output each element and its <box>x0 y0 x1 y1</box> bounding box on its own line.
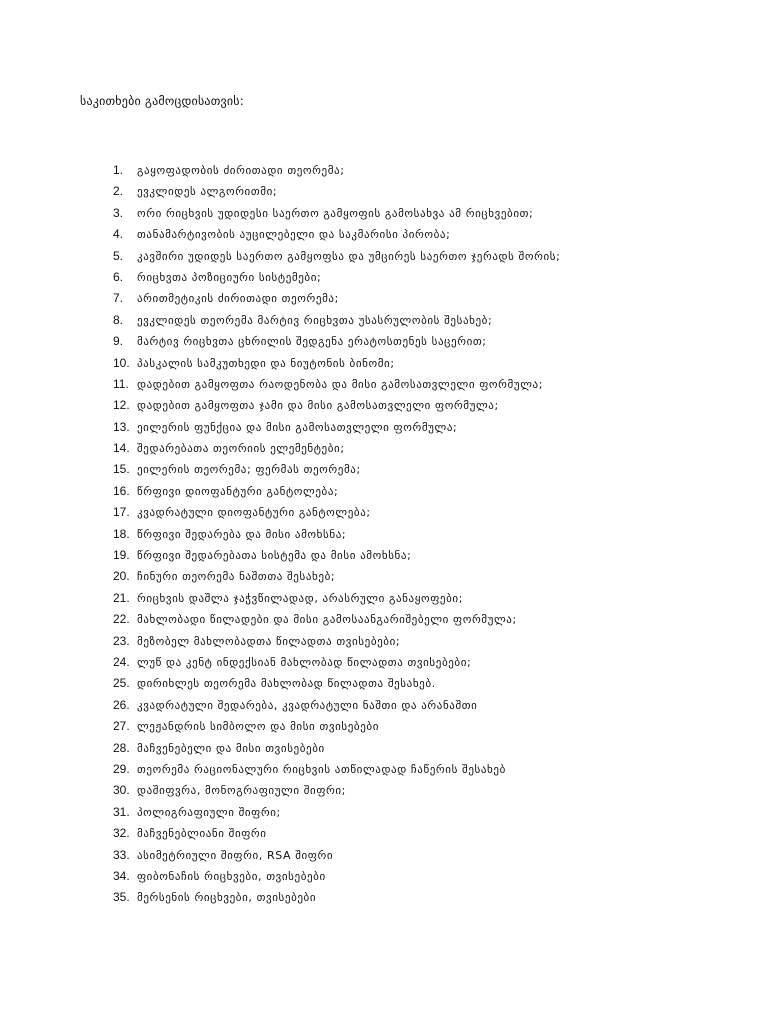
question-number: 12. <box>113 398 130 413</box>
question-text: დაშიფვრა, მონოგრაფიული შიფრი; <box>137 784 346 798</box>
question-text: რიცხვის დაშლა ჯაჭვწილადად, არასრული განაყოფები; <box>137 591 463 605</box>
question-number: 4. <box>113 227 124 242</box>
question-text: შედარებათა თეორიის ელემენტები; <box>137 442 345 456</box>
question-text: პასკალის სამკუთხედი და ნიუტონის ბინომი; <box>137 356 395 370</box>
question-text: ჩინური თეორემა ნაშთთა შესახებ; <box>137 570 336 584</box>
question-number: 9. <box>113 334 124 349</box>
question-text: მეზობელ მახლობადთა წილადთა თვისებები; <box>137 634 401 648</box>
question-number: 2. <box>113 184 124 199</box>
question-text: წრფივი შედარება და მისი ამოხსნა; <box>137 527 347 541</box>
question-text: ეილერის ფუნქცია და მისი გამოსათვლელი ფორმულა; <box>137 420 458 434</box>
question-number: 3. <box>113 205 124 220</box>
question-text: ფიბონაჩის რიცხვები, თვისებები <box>137 869 326 883</box>
question-number: 35. <box>113 890 130 905</box>
question-text: წრფივი შედარებათა სისტემა და მისი ამოხსნა; <box>137 549 412 563</box>
question-number: 15. <box>113 462 130 477</box>
question-number: 14. <box>113 441 130 456</box>
question-number: 11. <box>113 376 129 391</box>
question-number: 33. <box>113 847 130 862</box>
question-number: 1. <box>113 163 124 177</box>
question-number: 6. <box>113 269 124 284</box>
question-text: გაყოფადობის ძირითადი თეორემა; <box>137 164 345 177</box>
question-text: ლეჟანდრის სიმბოლო და მისი თვისებები <box>137 720 379 734</box>
question-text: რიცხვთა პოზიციური სისტემები; <box>137 270 322 284</box>
question-text: დადებით გამყოფთა ჯამი და მისი გამოსათვლელი ფორმულა; <box>137 399 499 413</box>
question-text: მახლობადი წილადები და მისი გამოსაანგარიშებელი ფორმულა; <box>137 613 517 627</box>
question-text: ევკლიდეს თეორემა მარტივ რიცხვთა უსასრულობის შესახებ; <box>137 313 493 327</box>
question-number: 26. <box>113 697 130 712</box>
question-number: 34. <box>113 868 130 883</box>
question-number: 22. <box>113 612 130 627</box>
question-number: 19. <box>113 548 130 563</box>
question-text: დირიხლეს თეორემა მახლობად წილადთა შესახებ. <box>137 677 436 691</box>
question-number: 10. <box>113 355 130 370</box>
question-text: დადებით გამყოფთა რაოდენობა და მისი გამოსათვლელი ფორმულა; <box>137 377 544 391</box>
question-number: 21. <box>113 590 130 605</box>
question-text: პოლიგრაფიული შიფრი; <box>137 805 281 819</box>
question-number: 30. <box>113 783 130 798</box>
question-number: 7. <box>113 291 124 306</box>
question-text: კავშირი უდიდეს საერთო გამყოფსა და უმცირეს საერთო ჯერადს შორის; <box>137 249 561 263</box>
question-number: 25. <box>113 676 130 691</box>
question-number: 13. <box>113 419 130 434</box>
question-number: 32. <box>113 826 130 841</box>
question-number: 29. <box>113 761 130 776</box>
question-text: კვადრატული შედარება, კვადრატული ნაშთი და არანაშთი <box>137 698 478 712</box>
question-text: თეორემა რაციონალური რიცხვის ათწილადად ჩაწერის შესახებ <box>137 762 506 776</box>
question-number: 28. <box>113 740 130 755</box>
question-number: 31. <box>113 804 130 819</box>
question-text: მარტივ რიცხვთა ცხრილის შედგენა ერატოსთენეს საცერით; <box>137 335 487 349</box>
question-text: მერსენის რიცხვები, თვისებები <box>137 891 317 905</box>
question-number: 27. <box>113 719 130 734</box>
question-text: ორი რიცხვის უდიდესი საერთო გამყოფის გამოსახვა ამ რიცხვებით; <box>137 206 534 220</box>
question-text: თანამარტივობის აუცილებელი და საკმარისი პირობა; <box>137 228 451 242</box>
question-text: წრფივი დიოფანტური განტოლება; <box>137 484 339 498</box>
question-text: ლუწ და კენტ ინდექსიან მახლობად წილადთა თვისებები; <box>137 655 472 669</box>
question-text: კვადრატული დიოფანტური განტოლება; <box>137 506 371 520</box>
question-text: არითმეტიკის ძირითადი თეორემა; <box>137 292 339 306</box>
question-text: ეილერის თეორემა; ფერმას თეორემა; <box>137 463 361 477</box>
question-number: 17. <box>113 505 130 520</box>
document-title: საკითხები გამოცდისათვის: <box>80 94 245 108</box>
question-text: მაჩვენებლიანი შიფრი <box>137 827 267 841</box>
question-number: 23. <box>113 633 130 648</box>
question-number: 18. <box>113 526 130 541</box>
question-number: 5. <box>113 248 124 263</box>
question-text: ასიმეტრიული შიფრი, RSA შიფრი <box>137 848 334 862</box>
question-text: მაჩვენებელი და მისი თვისებები <box>137 741 325 755</box>
question-number: 20. <box>113 569 130 584</box>
question-number: 24. <box>113 654 130 669</box>
question-number: 8. <box>113 312 124 327</box>
question-number: 16. <box>113 483 130 498</box>
question-text: ევკლიდეს ალგორითმი; <box>137 185 278 199</box>
